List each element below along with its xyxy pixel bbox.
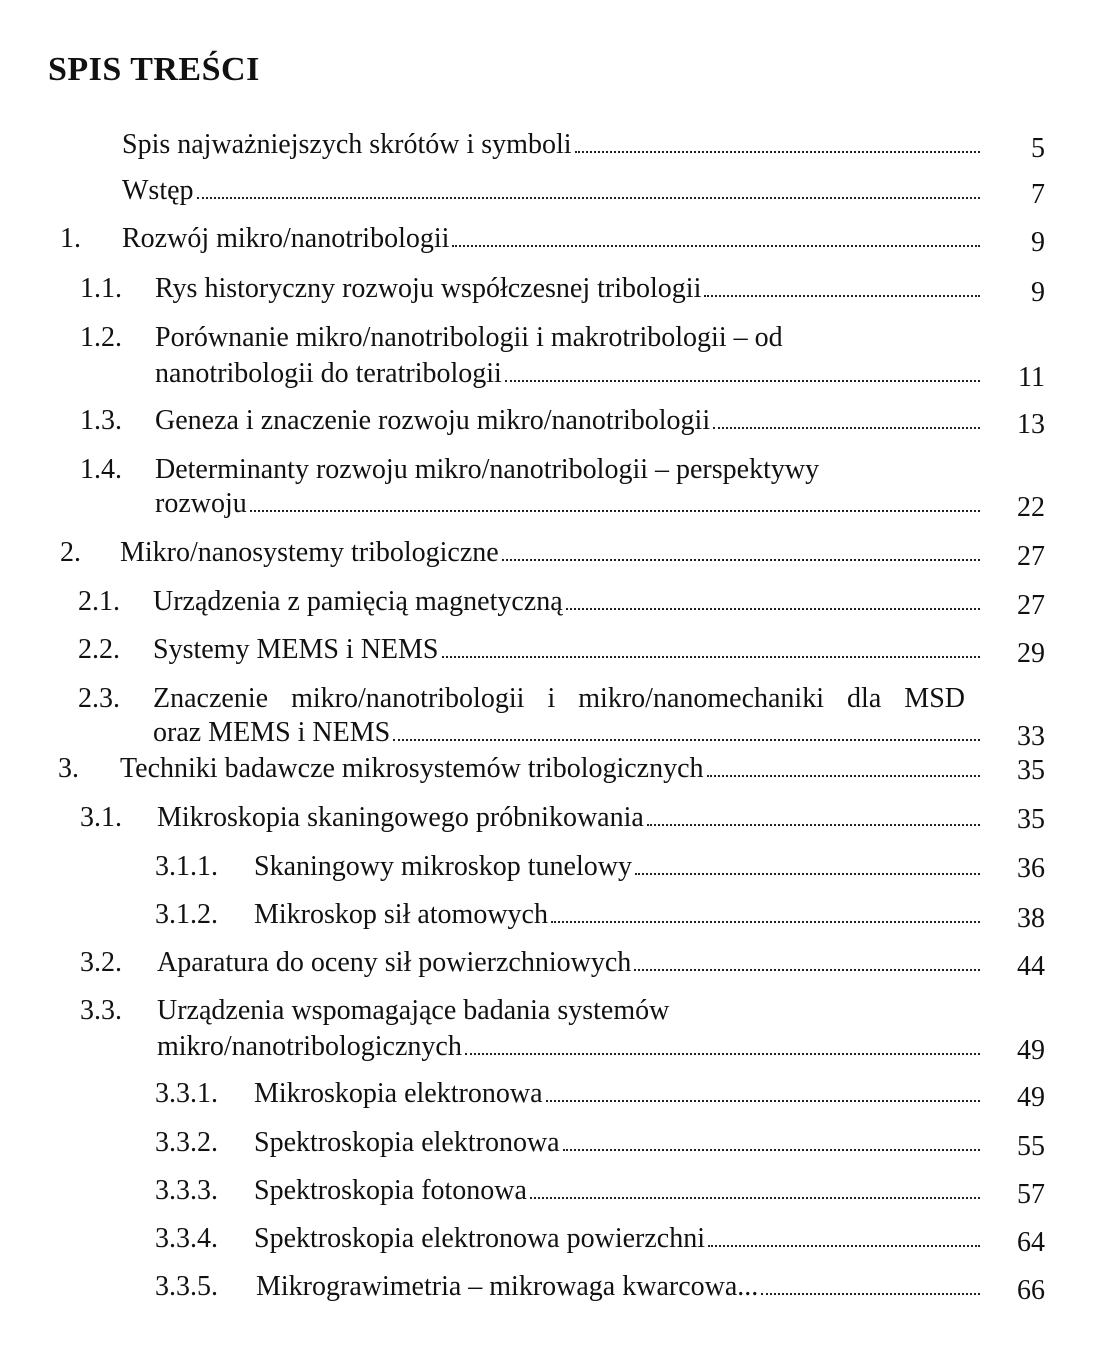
subsection-number: 3.3.5. [155,1271,218,1302]
dot-leader [647,824,980,826]
dot-leader [505,380,980,382]
entry-title: Spis najważniejszych skrótów i symboli [122,129,572,160]
page-number: 27 [1017,590,1045,621]
page-number: 22 [1017,492,1045,523]
section-number: 1.1. [80,273,122,304]
entry-title: oraz MEMS i NEMS [153,717,391,748]
page-number: 35 [1017,804,1045,835]
page-number: 5 [1031,133,1045,164]
dot-leader [634,969,980,971]
entry-title: Rys historyczny rozwoju współczesnej tribologii [155,273,702,304]
entry-title: Mikrograwimetria – mikrowaga kwarcowa... [256,1271,759,1302]
chapter-number: 3. [58,753,79,784]
page-number: 27 [1017,541,1045,572]
entry-title: nanotribologii do teratribologii [155,358,502,389]
dot-leader [502,559,980,561]
chapter-number: 2. [60,537,81,568]
dot-leader [563,1149,980,1151]
section-number: 2.2. [78,634,120,665]
page-number: 44 [1017,951,1045,982]
entry-title: Mikroskopia skaningowego próbnikowania [157,802,644,833]
section-number: 3.1. [80,802,122,833]
dot-leader [452,245,980,247]
dot-leader [713,427,980,429]
entry-title: Rozwój mikro/nanotribologii [122,223,450,254]
dot-leader [530,1197,980,1199]
entry-title: Mikroskop sił atomowych [254,899,548,930]
subsection-number: 3.3.3. [155,1175,218,1206]
subsection-number: 3.1.1. [155,851,218,882]
entry-title-line1: Porównanie mikro/nanotribologii i makrotribologii – od [155,322,783,353]
entry-title: Spektroskopia elektronowa powierzchni [254,1223,705,1254]
entry-title: Aparatura do oceny sił powierzchniowych [157,947,632,978]
subsection-number: 3.3.4. [155,1223,218,1254]
entry-title: Urządzenia z pamięcią magnetyczną [153,586,563,617]
chapter-number: 1. [60,223,81,254]
page-number: 33 [1017,721,1045,752]
entry-title: Spektroskopia fotonowa [254,1175,527,1206]
entry-title: rozwoju [155,488,247,519]
dot-leader [566,608,980,610]
section-number: 2.3. [78,683,120,714]
entry-title: Systemy MEMS i NEMS [153,634,439,665]
page-number: 29 [1017,638,1045,669]
page-title: SPIS TREŚCI [48,51,260,88]
dot-leader [197,197,980,199]
entry-title: Geneza i znaczenie rozwoju mikro/nanotribologii [155,405,711,436]
entry-title: mikro/nanotribologicznych [157,1031,462,1062]
dot-leader [635,873,980,875]
dot-leader [442,656,981,658]
section-number: 3.2. [80,947,122,978]
page-number: 55 [1017,1131,1045,1162]
page-number: 49 [1017,1082,1045,1113]
subsection-number: 3.1.2. [155,899,218,930]
section-number: 3.3. [80,995,122,1026]
entry-title: Mikro/nanosystemy tribologiczne [120,537,499,568]
dot-leader [707,775,980,777]
entry-title: Mikroskopia elektronowa [254,1078,543,1109]
entry-title: Spektroskopia elektronowa [254,1127,560,1158]
page-number: 57 [1017,1179,1045,1210]
dot-leader [393,739,980,741]
entry-title: Skaningowy mikroskop tunelowy [254,851,632,882]
subsection-number: 3.3.1. [155,1078,218,1109]
dot-leader [250,510,980,512]
entry-title-line1: Znaczenie mikro/nanotribologii i mikro/nanomechaniki dla MSD [153,683,965,714]
page-number: 35 [1017,755,1045,786]
page-number: 9 [1031,277,1045,308]
page-number: 11 [1018,362,1045,393]
page-number: 38 [1017,903,1045,934]
section-number: 1.4. [80,454,122,485]
dot-leader [575,151,980,153]
dot-leader [761,1293,980,1295]
page-number: 64 [1017,1227,1045,1258]
entry-title-line1: Determinanty rozwoju mikro/nanotribologii – perspektywy [155,454,820,485]
page-number: 7 [1031,179,1045,210]
page-number: 9 [1031,227,1045,258]
page-number: 36 [1017,853,1045,884]
section-number: 1.2. [80,322,122,353]
dot-leader [546,1100,981,1102]
page-number: 49 [1017,1035,1045,1066]
dot-leader [551,921,980,923]
entry-title: Wstęp [122,175,194,206]
page-number: 13 [1017,409,1045,440]
dot-leader [704,295,980,297]
entry-title: Techniki badawcze mikrosystemów tribologicznych [120,753,704,784]
entry-title-line1: Urządzenia wspomagające badania systemów [157,995,670,1026]
subsection-number: 3.3.2. [155,1127,218,1158]
section-number: 1.3. [80,405,122,436]
page-number: 66 [1017,1275,1045,1306]
dot-leader [465,1053,980,1055]
section-number: 2.1. [78,586,120,617]
dot-leader [708,1245,980,1247]
